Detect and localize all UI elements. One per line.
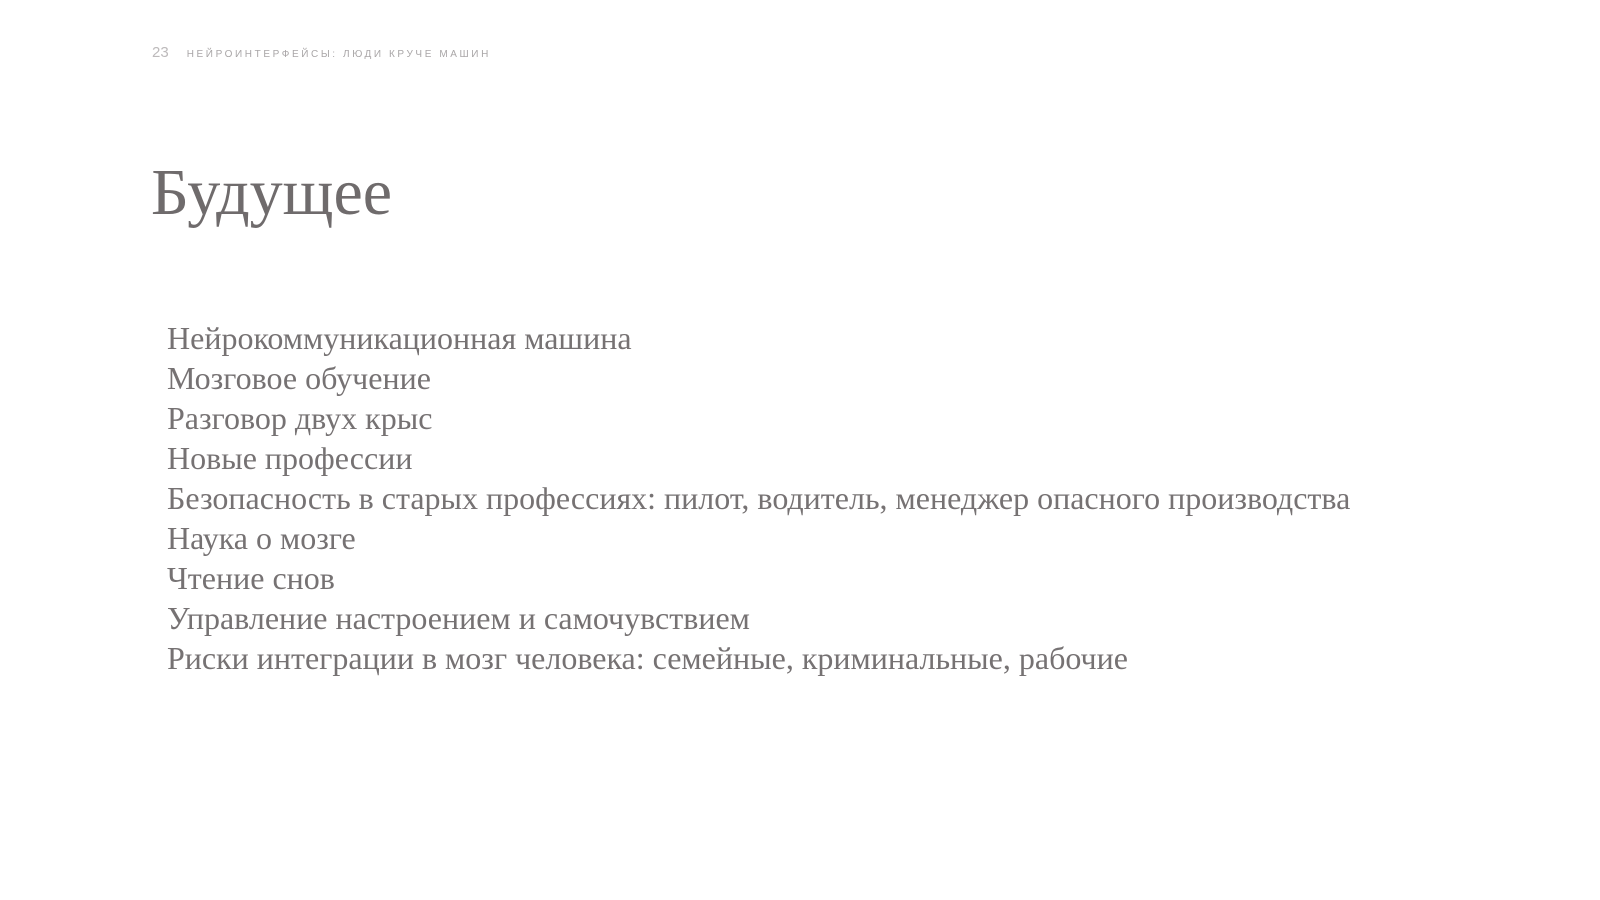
slide-header	[152, 44, 491, 61]
list-item: Разговор двух крыс	[167, 400, 433, 436]
page-number: 23	[152, 44, 169, 61]
slide-title: Будущее	[151, 156, 393, 229]
list-item: Мозговое обучение	[167, 360, 431, 396]
list-item: Безопасность в старых профессиях: пилот, водитель, менеджер опасного производства	[167, 480, 1351, 516]
list-item: Риски интеграции в мозг человека: семейные, криминальные, рабочие	[167, 640, 1128, 676]
running-title: НЕЙРОИНТЕРФЕЙСЫ: ЛЮДИ КРУЧЕ МАШИН	[186, 49, 491, 60]
list-item: Наука о мозге	[167, 520, 356, 556]
list-item: Нейрокоммуникационная машина	[167, 320, 632, 356]
list-item: Новые профессии	[167, 440, 413, 476]
bullet-list	[167, 318, 1350, 678]
list-item: Управление настроением и самочувствием	[167, 600, 750, 636]
list-item: Чтение снов	[167, 560, 335, 596]
